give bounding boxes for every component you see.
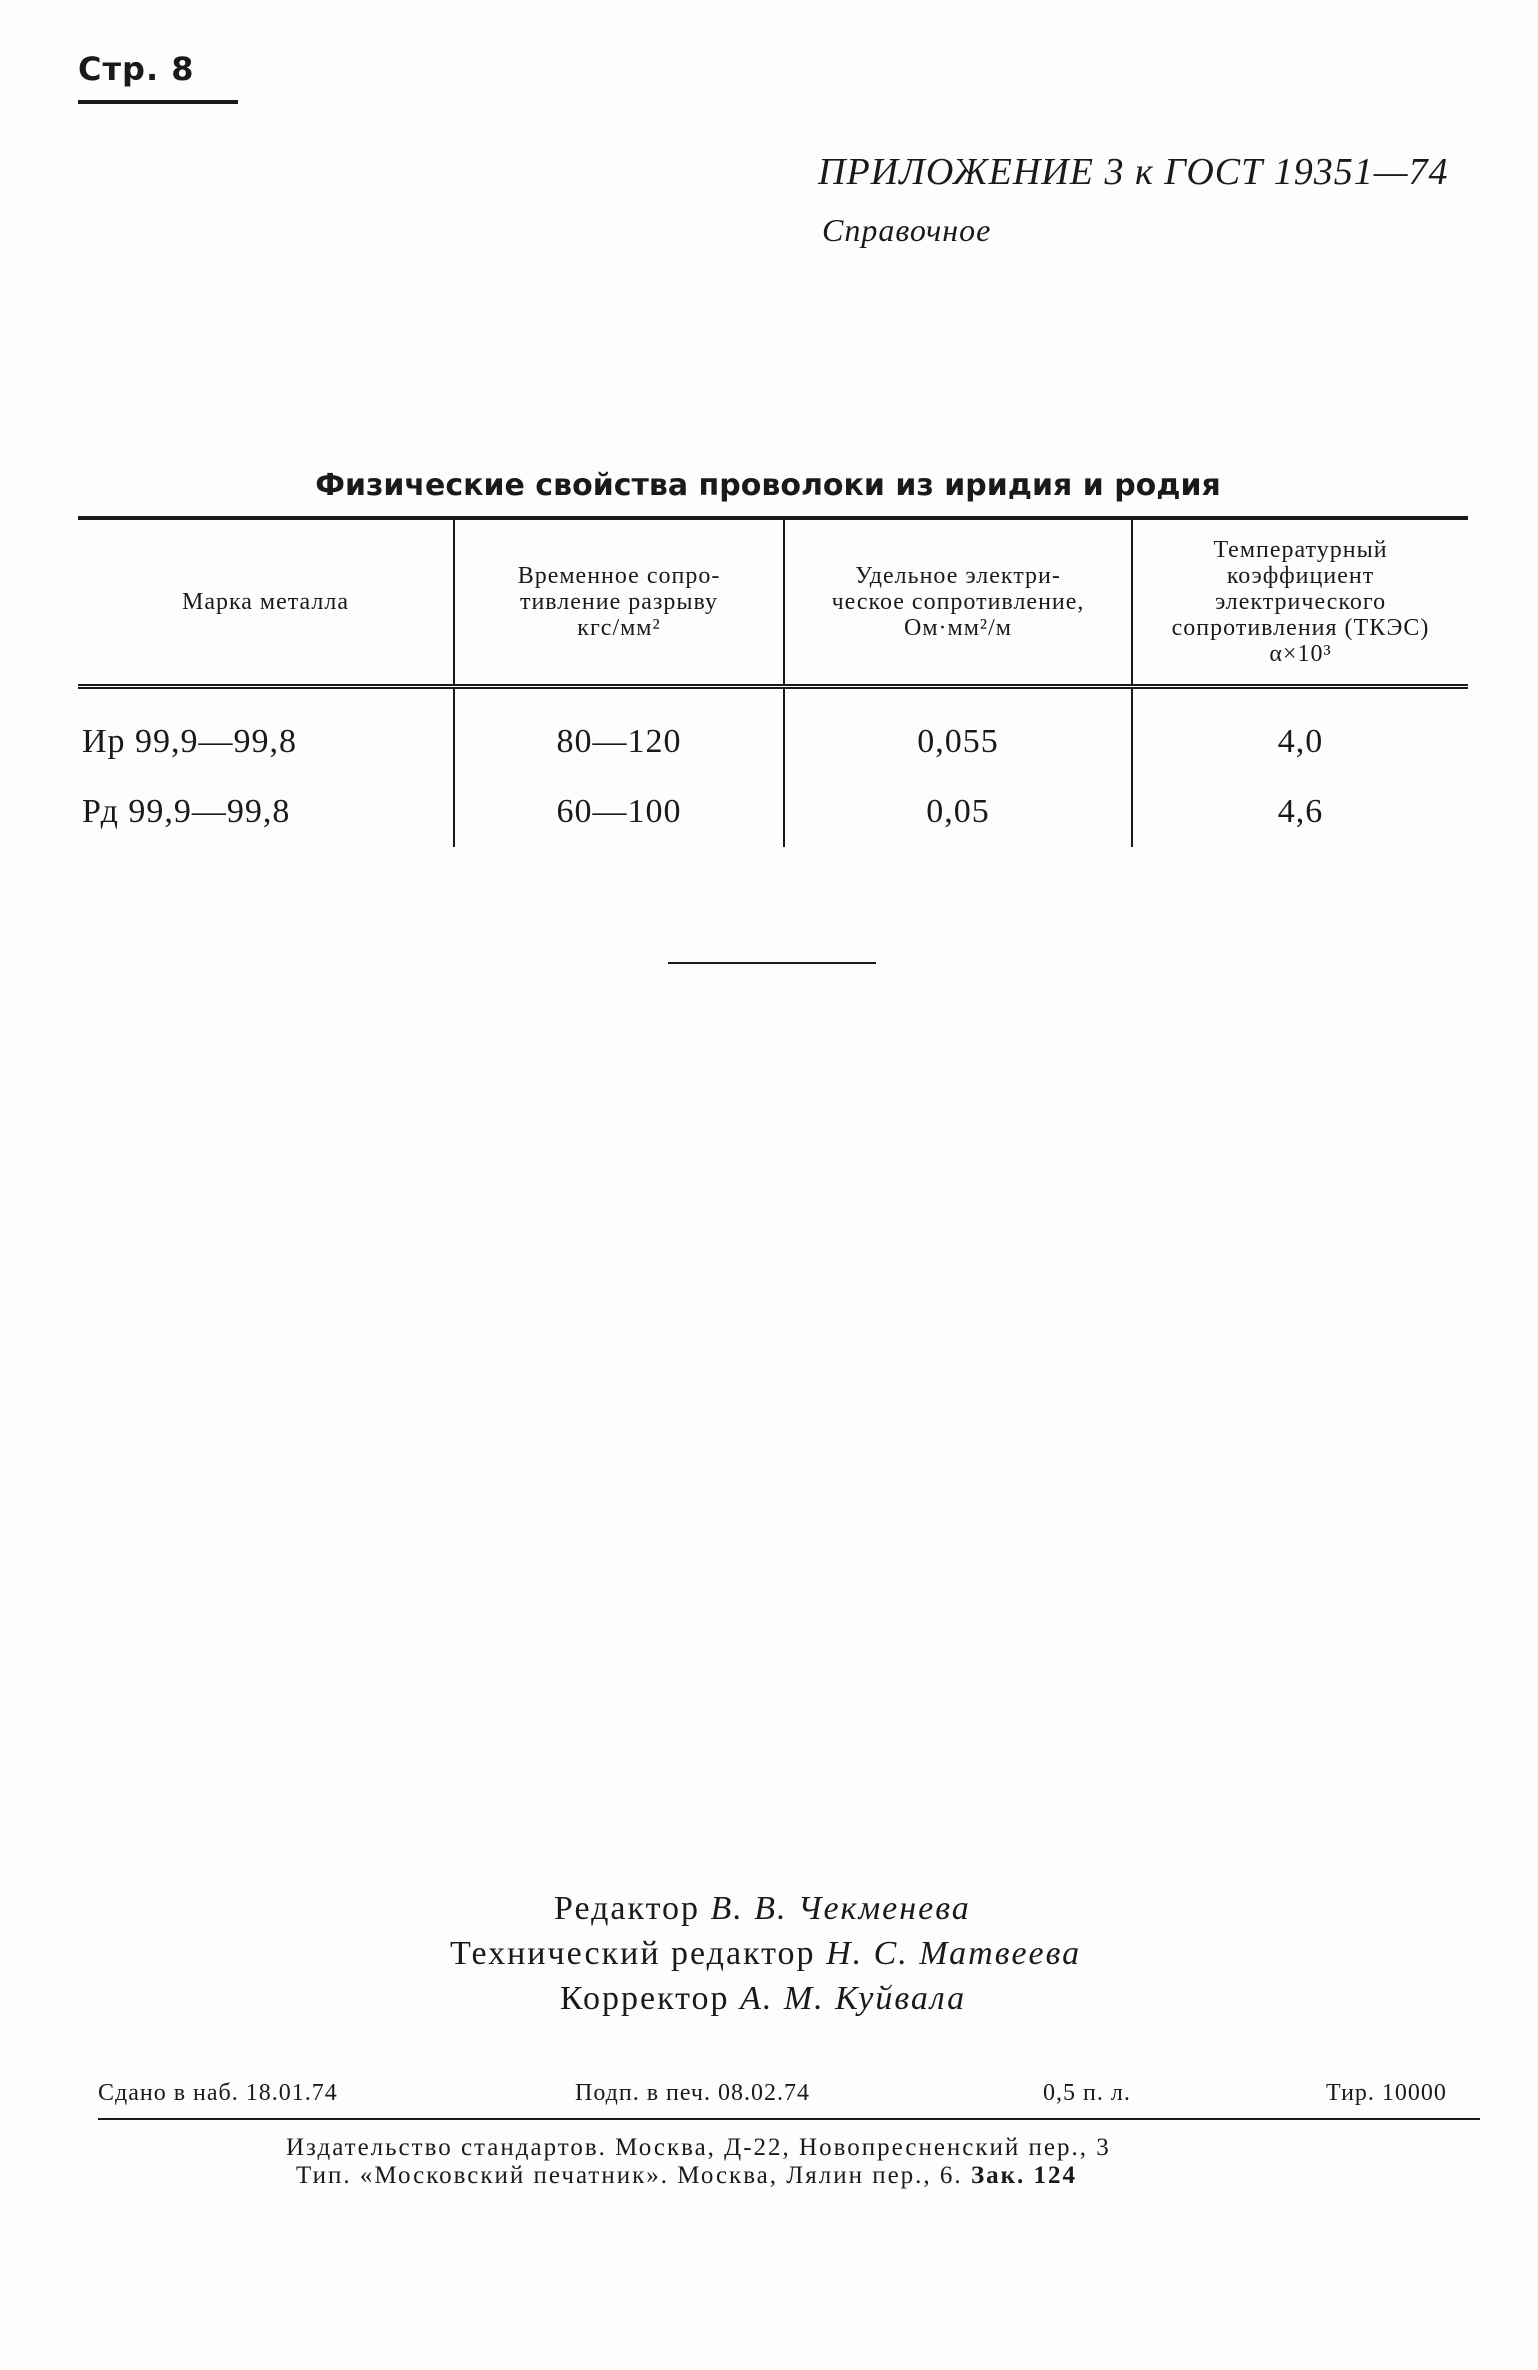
header-line: Удельное электри- — [855, 562, 1061, 589]
table-row — [78, 686, 1468, 777]
credit-label: Технический редактор — [450, 1935, 816, 1972]
header-line: Температурный — [1213, 536, 1388, 563]
header-line: сопротивления (ТКЭС) — [1171, 614, 1430, 641]
cell-metal-grade: Ир 99,9—99,8 — [82, 722, 298, 760]
order-number: Зак. 124 — [970, 2162, 1078, 2189]
cell-temperature-coefficient: 4,6 — [1132, 777, 1468, 847]
header-line: ческое сопротивление, — [831, 588, 1085, 615]
table-title: Физические свойства проволоки из иридия и родия — [315, 468, 1221, 503]
cell-metal-grade: Рд 99,9—99,8 — [82, 792, 291, 830]
header-line: α×10³ — [1269, 640, 1332, 667]
credit-label: Корректор — [560, 1980, 730, 2017]
cell-tensile-strength: 80—120 — [454, 686, 784, 777]
cell-tensile-strength: 60—100 — [454, 777, 784, 847]
header-line: электрического — [1214, 588, 1387, 615]
publisher-line: Издательство стандартов. Москва, Д-22, Новопресненский пер., 3 — [286, 2134, 1111, 2161]
imprint-rule — [98, 2118, 1480, 2120]
table-row — [78, 777, 1468, 847]
table-header-row — [78, 518, 1468, 686]
cell-resistivity: 0,055 — [784, 686, 1132, 777]
imprint-sheets: 0,5 п. л. — [1043, 2080, 1131, 2106]
header-resistivity — [784, 518, 1132, 686]
imprint-signed-date: Подп. в печ. 08.02.74 — [575, 2080, 810, 2106]
cell-resistivity: 0,05 — [784, 777, 1132, 847]
header-metal-grade — [78, 518, 454, 686]
credit-name: В. В. Чекменева — [710, 1890, 971, 1927]
printer-text: Тип. «Московский печатник». Москва, Лялин пер., 6. — [296, 2162, 963, 2189]
header-line: Временное сопро- — [517, 562, 721, 589]
appendix-subtitle: Справочное — [822, 212, 992, 248]
header-line: тивление разрыву — [519, 588, 719, 615]
page-number-underline — [78, 100, 238, 104]
properties-table — [78, 516, 1468, 847]
credit-name: Н. С. Матвеева — [826, 1935, 1082, 1972]
credit-editor — [554, 1890, 971, 1928]
credit-technical-editor — [450, 1935, 1081, 1973]
credit-label: Редактор — [554, 1890, 700, 1927]
imprint-print-run: Тир. 10000 — [1326, 2080, 1447, 2106]
header-line: Марка металла — [181, 588, 350, 615]
header-line: Ом·мм²/м — [904, 614, 1012, 641]
credit-proofreader — [560, 1980, 966, 2018]
section-end-rule — [668, 962, 876, 964]
cell-temperature-coefficient: 4,0 — [1132, 686, 1468, 777]
imprint-typeset-date: Сдано в наб. 18.01.74 — [98, 2080, 338, 2106]
credit-name: А. М. Куйвала — [740, 1980, 967, 2017]
header-tensile-strength — [454, 518, 784, 686]
header-line: кгс/мм² — [577, 614, 661, 641]
page-number: Стр. 8 — [78, 50, 195, 88]
appendix-title: ПРИЛОЖЕНИЕ 3 к ГОСТ 19351—74 — [818, 151, 1449, 193]
printer-line — [296, 2162, 1077, 2190]
header-line: коэффициент — [1226, 562, 1375, 589]
header-temperature-coefficient — [1132, 518, 1468, 686]
